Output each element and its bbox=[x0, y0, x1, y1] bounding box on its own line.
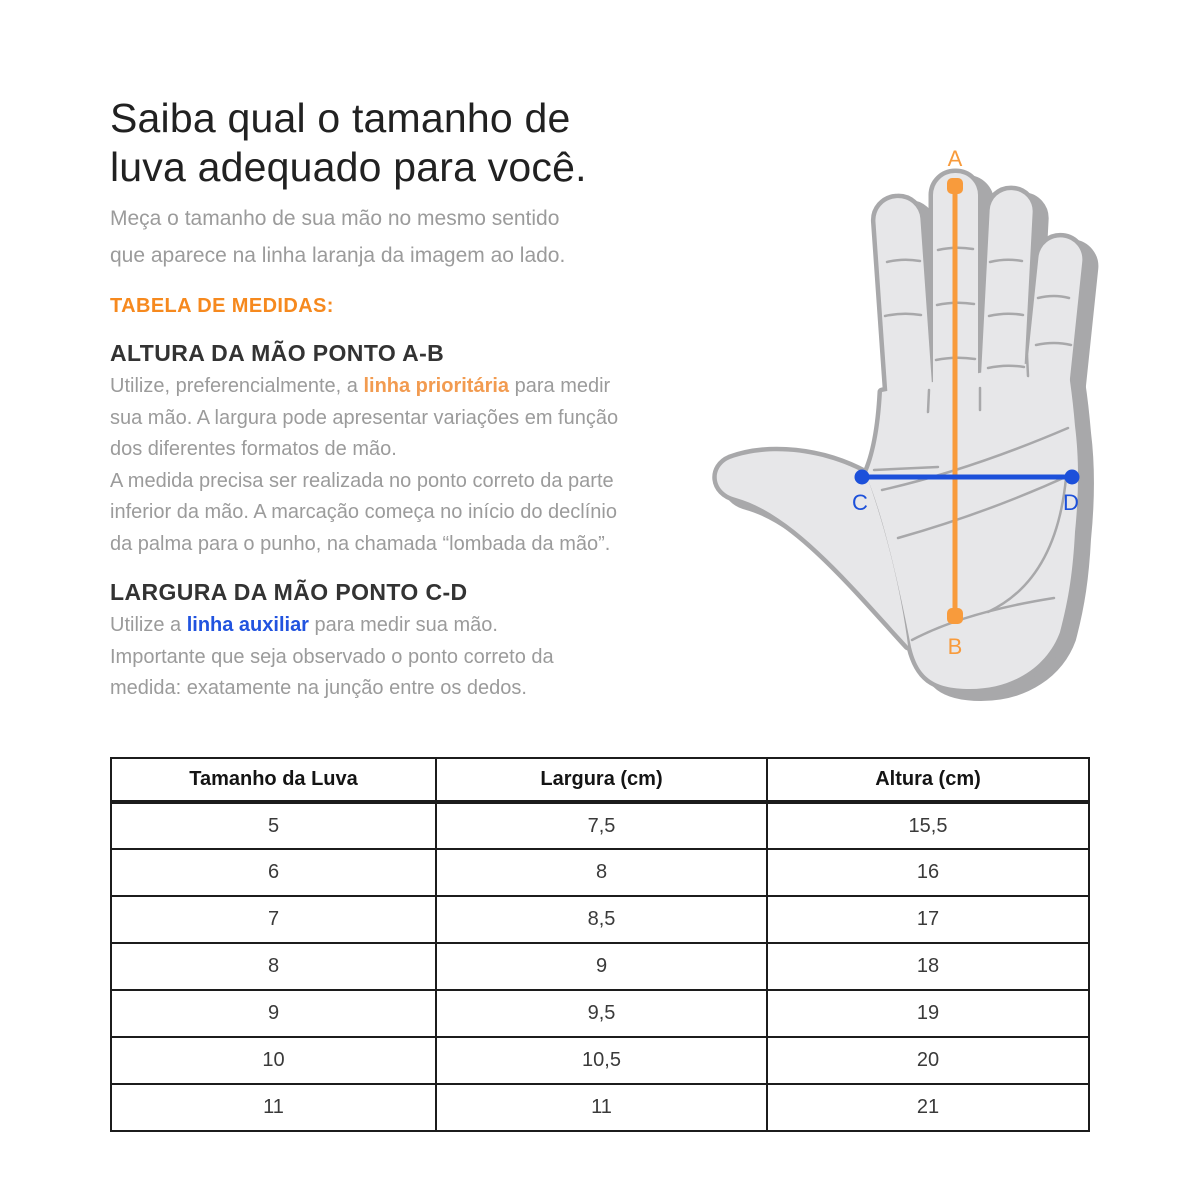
point-b-label: B bbox=[947, 634, 963, 659]
body-line bbox=[110, 610, 670, 642]
point-c-label: C bbox=[852, 490, 868, 515]
table-row bbox=[111, 802, 1089, 849]
cell-width: 9 bbox=[436, 943, 767, 990]
cell-height: 17 bbox=[767, 896, 1089, 943]
cell-height: 21 bbox=[767, 1084, 1089, 1131]
table-row bbox=[111, 1037, 1089, 1084]
page-title-line1: Saiba qual o tamanho de bbox=[110, 95, 571, 141]
cell-width: 10,5 bbox=[436, 1037, 767, 1084]
cell-size: 8 bbox=[111, 943, 436, 990]
size-table-header-row bbox=[111, 758, 1089, 802]
body-text: para medir bbox=[509, 375, 611, 397]
priority-line-emphasis: linha prioritária bbox=[363, 375, 510, 397]
page-title-line2: luva adequado para você. bbox=[110, 144, 587, 190]
body-text: Utilize a bbox=[110, 614, 187, 636]
table-row bbox=[111, 896, 1089, 943]
hand-measurement-diagram bbox=[670, 140, 1130, 740]
body-line: dos diferentes formatos de mão. bbox=[110, 438, 397, 460]
page-title bbox=[110, 94, 587, 192]
cell-size: 5 bbox=[111, 802, 436, 849]
cell-height: 20 bbox=[767, 1037, 1089, 1084]
table-row bbox=[111, 849, 1089, 896]
point-c-marker bbox=[855, 470, 870, 485]
cell-width: 7,5 bbox=[436, 802, 767, 849]
table-row bbox=[111, 943, 1089, 990]
body-line: Importante que seja observado o ponto correto da bbox=[110, 645, 554, 668]
table-row bbox=[111, 990, 1089, 1037]
body-text: para medir sua mão. bbox=[308, 614, 498, 636]
cell-width: 11 bbox=[436, 1084, 767, 1131]
point-a-marker bbox=[947, 178, 963, 194]
body-line: da palma para o punho, na chamada “lombada da mão”. bbox=[110, 532, 611, 555]
cell-width: 8,5 bbox=[436, 896, 767, 943]
point-a-label: A bbox=[947, 146, 963, 171]
column-header-largura: Largura (cm) bbox=[436, 758, 767, 802]
page-subtitle-line2: que aparece na linha laranja da imagem ao lado. bbox=[110, 244, 566, 267]
body-line: medida: exatamente na junção entre os dedos. bbox=[110, 677, 527, 699]
cell-height: 18 bbox=[767, 943, 1089, 990]
point-d-marker bbox=[1065, 470, 1080, 485]
column-header-altura: Altura (cm) bbox=[767, 758, 1089, 802]
hand-fill bbox=[717, 173, 1085, 689]
table-row bbox=[111, 1084, 1089, 1131]
cell-height: 19 bbox=[767, 990, 1089, 1037]
body-line: A medida precisa ser realizada no ponto correto da parte bbox=[110, 469, 614, 492]
section-heading-largura-cd: LARGURA DA MÃO PONTO C-D bbox=[110, 579, 468, 605]
cell-width: 8 bbox=[436, 849, 767, 896]
cell-size: 9 bbox=[111, 990, 436, 1037]
section-heading-altura-ab: ALTURA DA MÃO PONTO A-B bbox=[110, 340, 445, 366]
cell-width: 9,5 bbox=[436, 990, 767, 1037]
cell-size: 6 bbox=[111, 849, 436, 896]
point-d-label: D bbox=[1063, 490, 1079, 515]
body-line bbox=[110, 371, 670, 403]
cell-size: 7 bbox=[111, 896, 436, 943]
glove-size-table bbox=[110, 757, 1090, 1132]
page-subtitle bbox=[110, 200, 565, 274]
cell-height: 15,5 bbox=[767, 802, 1089, 849]
measures-table-label: TABELA DE MEDIDAS: bbox=[110, 295, 334, 317]
column-header-tamanho: Tamanho da Luva bbox=[111, 758, 436, 802]
section-body-altura-ab bbox=[110, 371, 670, 560]
cell-size: 10 bbox=[111, 1037, 436, 1084]
point-b-marker bbox=[947, 608, 963, 624]
page-subtitle-line1: Meça o tamanho de sua mão no mesmo sentido bbox=[110, 207, 560, 230]
body-line: inferior da mão. A marcação começa no início do declínio bbox=[110, 501, 617, 523]
auxiliary-line-emphasis: linha auxiliar bbox=[186, 614, 309, 636]
cell-size: 11 bbox=[111, 1084, 436, 1131]
body-line: sua mão. A largura pode apresentar variações em função bbox=[110, 406, 619, 429]
section-body-largura-cd bbox=[110, 610, 670, 705]
cell-height: 16 bbox=[767, 849, 1089, 896]
body-text: Utilize, preferencialmente, a bbox=[110, 375, 364, 397]
